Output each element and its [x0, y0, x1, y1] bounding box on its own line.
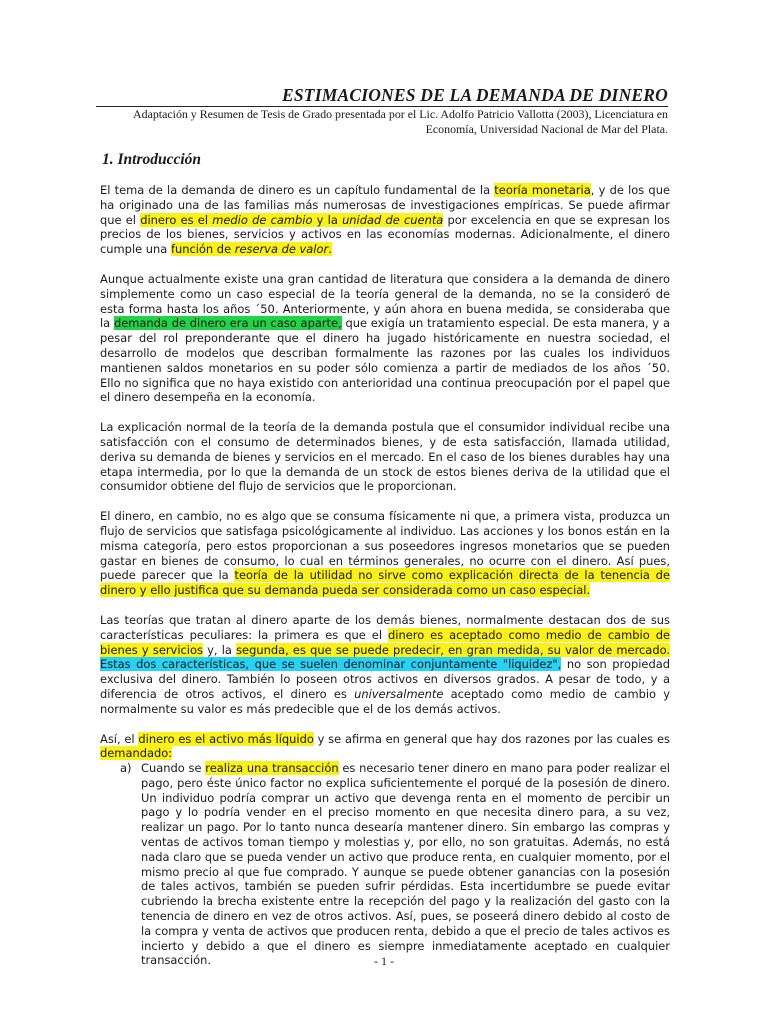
- text-segment: y se afirma en general que hay dos razones por las cuales es: [313, 731, 670, 746]
- highlight-yellow: teoría de la utilidad no sirve como explicación directa de la tenencia de dinero y ello justifica que su demanda pueda ser considerada como un caso especial.: [100, 568, 670, 598]
- document-subtitle: [96, 107, 668, 136]
- text-segment: Aunque actualmente existe una gran cantidad de literatura que considera a la demanda de dinero simplemente como un caso especial de la teoría general de la demanda, no se la consideró de esta forma hasta los años ´50. Anteriormente, y aún ahora en buena medida, se consideraba que la: [100, 271, 670, 331]
- highlight-yellow: [140, 213, 443, 227]
- list-marker: a): [120, 761, 132, 776]
- text-segment: Así, el: [100, 731, 139, 746]
- text-segment: aceptado como medio de cambio y normalmente su valor es más predecible que el de los demás activos.: [100, 686, 670, 716]
- text-segment: dinero es el: [140, 212, 213, 227]
- text-segment: Cuando se: [141, 761, 206, 776]
- text-segment: es necesario tener dinero en mano para poder realizar el pago, pero éste único factor no explica suficientemente el porqué de la posesión de dinero. Un individuo podría comprar un activo que devenga renta en el momento de percibir un pago y lo podría vender en el preciso momento en que necesita dinero para, a su vez, realizar un pago. Por lo tanto nunca desearía mantener dinero. Sin embargo las compras y ventas de activos toman tiempo y molestias y, por ello, no son gratuitas. Además, no está nada claro que se pueda vender un activo que produce renta, en cualquier momento, por el mismo precio al que fue comprado. Y aunque se puede obtener ganancias con la posesión de tales activos, también se pueden sufrir pérdidas. Esta incertidumbre se puede evitar cubriendo la brecha existente entre la recepción del pago y la realización del gasto con la tenencia de dinero en vez de otros activos. Así, pues, se poseerá dinero debido al costo de la compra y venta de activos que producen renta, debido a que el precio de tales activos es incierto y debido a que el dinero es siempre inmediatamente aceptado en cualquier transacción.: [141, 761, 670, 968]
- text-segment: Las teorías que tratan al dinero aparte de los demás bienes, normalmente destacan dos de sus características peculiares: la primera es que el: [100, 612, 670, 642]
- highlight-yellow: dinero es el activo más líquido: [138, 731, 314, 746]
- emphasis: medio de cambio: [212, 212, 313, 227]
- text-segment: .: [328, 242, 332, 257]
- text-segment: por excelencia en que se expresan los precios de los bienes, servicios y activos en las economías modernas. Adicionalmente, el dinero cumple una: [100, 212, 670, 257]
- text-segment: no son propiedad exclusiva del dinero. También lo poseen otros activos en diversos grados. A pesar de todo, y a diferencia de otros activos, el dinero es: [100, 657, 670, 701]
- highlight-cyan: Estas dos características, que se suelen denominar conjuntamente "liquidez",: [100, 657, 562, 672]
- list-item: [100, 761, 670, 968]
- subtitle-line-2: Economía, Universidad Nacional de Mar del Plata.: [425, 121, 668, 136]
- text-segment: función de: [170, 242, 235, 257]
- page-number: - 1 -: [374, 954, 394, 968]
- highlight-yellow: realiza una transacción: [205, 761, 339, 776]
- emphasis: reserva de valor: [234, 242, 329, 257]
- text-segment: , y de los que ha originado una de las familias más numerosas de investigaciones empíricas. Se puede afirmar que el: [100, 183, 670, 227]
- highlight-yellow: [171, 242, 332, 256]
- highlight-yellow: segunda, es que se puede predecir, en gran medida, su valor de mercado.: [236, 642, 671, 657]
- highlight-yellow: dinero es aceptado como medio de cambio de bienes y servicios: [100, 627, 670, 657]
- subtitle-line-1: Adaptación y Resumen de Tesis de Grado presentada por el Lic. Adolfo Patricio Vallotta (2003), Licenciatura en: [133, 107, 668, 121]
- emphasis: universalmente: [354, 686, 444, 701]
- reasons-list: [100, 761, 670, 968]
- paragraph-5: [100, 613, 670, 717]
- section-heading: 1. Introducción: [102, 151, 202, 168]
- emphasis: unidad de cuenta: [342, 212, 444, 227]
- text-segment: que exigía un tratamiento especial. De esta manera, y a pesar del rol preponderante que el dinero ha jugado históricamente en nuestra sociedad, el desarrollo de modelos que describan formalmente las razones por las cuales los individuos mantienen saldos monetarios en su poder sólo comienza a partir de mediados de los años ´50. Ello no significa que no haya existido con anterioridad una continua preocupación por el papel que el dinero desempeña en la economía.: [100, 316, 670, 405]
- paragraph-4: [100, 509, 670, 598]
- text-segment: El tema de la demanda de dinero es un capítulo fundamental de la: [100, 183, 495, 197]
- highlight-green: demanda de dinero era un caso aparte,: [113, 316, 342, 331]
- paragraph-2: [100, 272, 670, 405]
- text-segment: El dinero, en cambio, no es algo que se consuma físicamente ni que, a primera vista, produzca un flujo de servicios que satisfaga psicológicamente al individuo. Las acciones y los bonos están en la misma categoría, pero estos proporcionan a sus poseedores ingresos monetarios que se pueden gastar en bienes de consumo, lo cual en términos generales, no ocurre con el dinero. Así pues, puede parecer que la: [100, 509, 670, 583]
- paragraph-3: La explicación normal de la teoría de la demanda postula que el consumidor individual recibe una satisfacción con el consumo de determinados bienes, y de esta satisfacción, llamada utilidad, deriva su demanda de bienes y servicios en el mercado. En el caso de los bienes durables hay una etapa intermedia, por lo que la demanda de un stock de estos bienes deriva de la utilidad que el consumidor obtiene del flujo de servicios que le proporcionan.: [100, 420, 670, 494]
- paragraph-6: [100, 732, 670, 762]
- highlight-yellow: demandado:: [100, 746, 173, 761]
- highlight-yellow: teoría monetaria: [494, 183, 591, 197]
- document-title: ESTIMACIONES DE LA DEMANDA DE DINERO: [282, 85, 668, 105]
- text-segment: y, la: [202, 642, 237, 657]
- text-segment: y la: [312, 212, 343, 227]
- paragraph-1: [100, 183, 670, 257]
- document-body: [100, 183, 670, 968]
